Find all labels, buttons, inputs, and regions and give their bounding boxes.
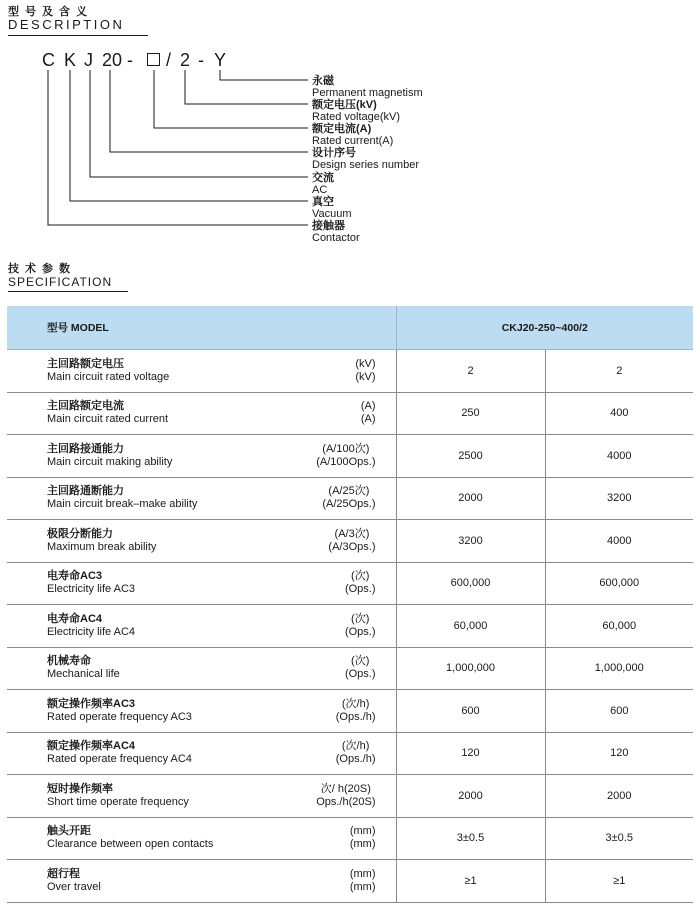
table-row bbox=[7, 647, 693, 690]
label-rated-current: 额定电流(A) Rated current(A) bbox=[312, 123, 394, 147]
value-cell-250: 2000 bbox=[396, 775, 545, 818]
table-row bbox=[7, 605, 693, 648]
param-name-cn: 额定操作频率AC3 bbox=[47, 697, 136, 710]
param-unit bbox=[350, 825, 376, 851]
param-name-cn: 电寿命AC4 bbox=[47, 612, 103, 625]
param-unit bbox=[328, 528, 375, 554]
param-cell bbox=[7, 477, 396, 520]
param-cell bbox=[7, 562, 396, 605]
param-name-en: Main circuit break–make ability bbox=[47, 498, 198, 511]
param-unit bbox=[345, 613, 376, 639]
param-name-en: Main circuit making ability bbox=[47, 455, 173, 468]
specification-heading bbox=[8, 263, 112, 289]
description-title-en: DESCRIPTION bbox=[8, 17, 125, 32]
value-cell-250: 600,000 bbox=[396, 562, 545, 605]
header-value: CKJ20-250~400/2 bbox=[396, 306, 693, 350]
param-cell bbox=[7, 392, 396, 435]
table-row bbox=[7, 392, 693, 435]
param-cell bbox=[7, 647, 396, 690]
code-char-2: 2 bbox=[180, 50, 191, 70]
table-row bbox=[7, 435, 693, 478]
label-permanent-magnetism: 永磁 Permanent magnetism bbox=[312, 75, 423, 99]
table-row bbox=[7, 520, 693, 563]
label-rated-voltage: 额定电压(kV) Rated voltage(kV) bbox=[312, 99, 401, 123]
value-cell-400: 3200 bbox=[545, 477, 693, 520]
param-name-en: Over travel bbox=[47, 880, 101, 893]
table-row bbox=[7, 477, 693, 520]
unit-cn: 次/ h(20S) bbox=[320, 782, 371, 795]
unit-en: (A/25Ops.) bbox=[322, 498, 376, 511]
value-cell-400: 2000 bbox=[545, 775, 693, 818]
param-unit bbox=[355, 358, 375, 384]
value-cell-400: 4000 bbox=[545, 520, 693, 563]
value-cell-400: 2 bbox=[545, 350, 693, 393]
value-cell-250: 3200 bbox=[396, 520, 545, 563]
param-cell bbox=[7, 350, 396, 393]
param-unit bbox=[345, 570, 376, 596]
param-unit bbox=[336, 698, 376, 724]
param-name-en: Clearance between open contacts bbox=[47, 838, 214, 851]
param-name-en: Rated operate frequency AC4 bbox=[47, 753, 192, 766]
table-row bbox=[7, 562, 693, 605]
param-cell bbox=[7, 817, 396, 860]
param-unit bbox=[361, 400, 376, 426]
value-cell-250: ≥1 bbox=[396, 860, 545, 903]
value-cell-250: 2000 bbox=[396, 477, 545, 520]
param-name-cn: 极限分断能力 bbox=[47, 527, 113, 540]
unit-cn: (kV) bbox=[355, 357, 376, 370]
param-cell bbox=[7, 605, 396, 648]
value-cell-400: 400 bbox=[545, 392, 693, 435]
unit-cn: (次) bbox=[351, 570, 370, 583]
table-row bbox=[7, 732, 693, 775]
unit-en: (kV) bbox=[355, 370, 376, 383]
unit-en: (Ops.) bbox=[344, 625, 376, 638]
param-name-en: Mechanical life bbox=[47, 668, 120, 681]
code-dash-2: - bbox=[198, 50, 204, 70]
unit-en: (mm) bbox=[349, 880, 376, 893]
value-cell-400: 1,000,000 bbox=[545, 647, 693, 690]
value-cell-250: 250 bbox=[396, 392, 545, 435]
value-cell-400: ≥1 bbox=[545, 860, 693, 903]
unit-cn: (mm) bbox=[349, 867, 376, 880]
param-name-en: Rated operate frequency AC3 bbox=[47, 710, 192, 723]
param-name-cn: 电寿命AC3 bbox=[47, 570, 103, 583]
param-name-cn: 主回路额定电流 bbox=[47, 400, 124, 413]
table-row bbox=[7, 817, 693, 860]
param-name-en: Electricity life AC4 bbox=[47, 625, 136, 638]
table-row bbox=[7, 775, 693, 818]
specification-title-cn: 技术参数 bbox=[8, 263, 76, 275]
unit-cn: (mm) bbox=[349, 825, 376, 838]
param-unit bbox=[350, 868, 376, 894]
unit-en: (A/3Ops.) bbox=[328, 540, 376, 553]
param-unit bbox=[345, 655, 376, 681]
value-cell-250: 600 bbox=[396, 690, 545, 733]
param-cell bbox=[7, 435, 396, 478]
value-cell-250: 60,000 bbox=[396, 605, 545, 648]
unit-cn: (次/h) bbox=[341, 697, 370, 710]
label-contactor: 接触器 Contactor bbox=[312, 220, 360, 244]
code-dash-1: - bbox=[127, 50, 133, 70]
param-name-cn: 超行程 bbox=[47, 867, 80, 880]
table-row bbox=[7, 350, 693, 393]
label-vacuum: 真空 Vacuum bbox=[312, 196, 352, 220]
specification-underline bbox=[8, 291, 128, 292]
param-cell bbox=[7, 732, 396, 775]
param-unit bbox=[316, 443, 375, 469]
param-name-en: Main circuit rated current bbox=[47, 413, 169, 426]
param-name-cn: 主回路额定电压 bbox=[47, 357, 124, 370]
param-name-cn: 主回路通断能力 bbox=[47, 485, 124, 498]
param-name-cn: 短时操作频率 bbox=[47, 782, 113, 795]
param-name-cn: 主回路接通能力 bbox=[47, 442, 124, 455]
description-title-cn: 型号及含义 bbox=[8, 6, 93, 18]
unit-cn: (A/25次) bbox=[328, 485, 370, 498]
code-slash: / bbox=[166, 50, 172, 70]
param-name-en: Maximum break ability bbox=[47, 540, 157, 553]
unit-cn: (A/3次) bbox=[334, 527, 370, 540]
unit-en: Ops./h(20S) bbox=[316, 795, 376, 808]
param-name-en: Main circuit rated voltage bbox=[47, 370, 170, 383]
value-cell-250: 2500 bbox=[396, 435, 545, 478]
param-cell bbox=[7, 775, 396, 818]
value-cell-400: 120 bbox=[545, 732, 693, 775]
code-char-j: J bbox=[84, 50, 93, 70]
specification-table bbox=[7, 306, 693, 903]
unit-en: (A) bbox=[360, 413, 376, 426]
value-cell-400: 600 bbox=[545, 690, 693, 733]
table-row bbox=[7, 690, 693, 733]
value-cell-250: 3±0.5 bbox=[396, 817, 545, 860]
unit-en: (Ops./h) bbox=[335, 753, 376, 766]
code-char-c: C bbox=[42, 50, 55, 70]
param-name-en: Short time operate frequency bbox=[47, 795, 189, 808]
unit-cn: (A) bbox=[360, 400, 376, 413]
unit-en: (A/100Ops.) bbox=[316, 455, 376, 468]
code-char-20: 20 bbox=[102, 50, 123, 70]
value-cell-250: 1,000,000 bbox=[396, 647, 545, 690]
unit-cn: (次) bbox=[351, 612, 370, 625]
code-char-y: Y bbox=[214, 50, 227, 70]
param-name-cn: 额定操作频率AC4 bbox=[47, 740, 136, 753]
unit-en: (Ops.) bbox=[344, 668, 376, 681]
unit-cn: (次) bbox=[351, 655, 370, 668]
unit-cn: (次/h) bbox=[341, 740, 370, 753]
param-name-en: Electricity life AC3 bbox=[47, 583, 136, 596]
specification-title-en: SPECIFICATION bbox=[8, 275, 113, 289]
code-char-k: K bbox=[64, 50, 77, 70]
label-design-series: 设计序号 Design series number bbox=[312, 147, 419, 171]
param-name-cn: 触头开距 bbox=[47, 825, 91, 838]
param-cell bbox=[7, 690, 396, 733]
label-ac: 交流 AC bbox=[312, 172, 334, 196]
header-model: 型号 MODEL bbox=[7, 306, 396, 350]
unit-en: (Ops./h) bbox=[335, 710, 376, 723]
table-header-row bbox=[7, 306, 693, 350]
unit-cn: (A/100次) bbox=[322, 442, 370, 455]
param-cell bbox=[7, 520, 396, 563]
value-cell-250: 2 bbox=[396, 350, 545, 393]
param-unit bbox=[336, 740, 376, 766]
value-cell-400: 3±0.5 bbox=[545, 817, 693, 860]
table-row bbox=[7, 860, 693, 903]
param-unit bbox=[322, 485, 375, 511]
param-cell bbox=[7, 860, 396, 903]
unit-en: (mm) bbox=[349, 838, 376, 851]
value-cell-400: 600,000 bbox=[545, 562, 693, 605]
param-name-cn: 机械寿命 bbox=[47, 655, 91, 668]
value-cell-250: 120 bbox=[396, 732, 545, 775]
unit-en: (Ops.) bbox=[344, 583, 376, 596]
param-unit bbox=[316, 783, 375, 809]
value-cell-400: 4000 bbox=[545, 435, 693, 478]
value-cell-400: 60,000 bbox=[545, 605, 693, 648]
